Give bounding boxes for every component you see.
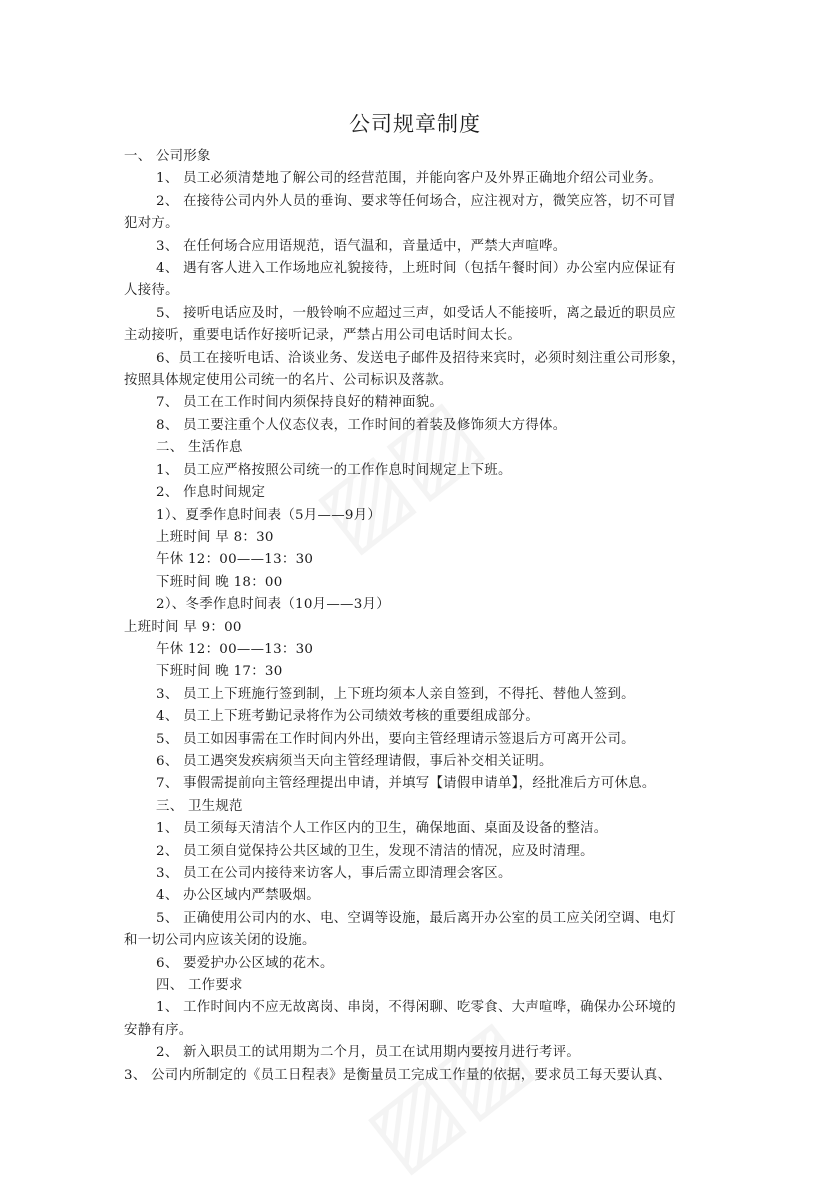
document-line: 人接待。 — [124, 283, 179, 299]
document-title: 公司规章制度 — [349, 112, 481, 136]
document-line: 4、 员工上下班考勤记录将作为公司绩效考核的重要组成部分。 — [156, 709, 540, 725]
document-line: 1）、夏季作息时间表（5月——9月） — [156, 507, 382, 523]
document-line: 四、 工作要求 — [156, 978, 243, 994]
document-line: 2、 作息时间规定 — [156, 485, 266, 501]
document-line: 上班时间 早 9：00 — [124, 619, 242, 635]
document-line: 8、 员工要注重个人仪态仪表，工作时间的着装及修饰须大方得体。 — [156, 417, 567, 433]
document-line: 4、 遇有客人进入工作场地应礼貌接待，上班时间（包括午餐时间）办公室内应保证有 — [156, 261, 676, 277]
document-line: 7、 事假需提前向主管经理提出申请，并填写【请假申请单】，经批准后方可休息。 — [156, 776, 656, 792]
document-line: 2、 在接待公司内外人员的垂询、要求等任何场合，应注视对方，微笑应答，切不可冒 — [156, 193, 676, 209]
document-line: 2）、冬季作息时间表（10月——3月） — [156, 597, 390, 613]
document-line: 3、 在任何场合应用语规范，语气温和，音量适中，严禁大声喧哗。 — [156, 238, 567, 254]
document-line: 1、 员工应严格按照公司统一的工作作息时间规定上下班。 — [156, 462, 512, 478]
document-line: 午休 12：00——13：30 — [156, 552, 314, 568]
document-line: 三、 卫生规范 — [156, 798, 243, 814]
document-line: 安静有序。 — [124, 1022, 193, 1038]
document-line: 3、 员工上下班施行签到制，上下班均须本人亲自签到，不得托、替他人签到。 — [156, 686, 635, 702]
document-line: 6、员工在接听电话、洽谈业务、发送电子邮件及招待来宾时，必须时刻注重公司形象， — [156, 350, 686, 366]
document-line: 2、 新入职员工的试用期为二个月，员工在试用期内要按月进行考评。 — [156, 1045, 581, 1061]
document-line: 5、 接听电话应及时，一般铃响不应超过三声，如受话人不能接听，离之最近的职员应 — [156, 305, 676, 321]
document-line: 1、 工作时间内不应无故离岗、串岗，不得闲聊、吃零食、大声喧哗，确保办公环境的 — [156, 1000, 676, 1016]
document-line: 5、 员工如因事需在工作时间内外出，要向主管经理请示签退后方可离开公司。 — [156, 731, 635, 747]
document-line: 下班时间 晚 18：00 — [156, 574, 283, 590]
document-line: 按照具体规定使用公司统一的名片、公司标识及落款。 — [124, 373, 453, 389]
document-line: 3、 公司内所制定的《员工日程表》是衡量员工完成工作量的依据，要求员工每天要认真、 — [124, 1067, 672, 1083]
document-line: 6、 要爱护办公区域的花木。 — [156, 955, 334, 971]
document-line: 3、 员工在公司内接待来访客人，事后需立即清理会客区。 — [156, 866, 512, 881]
document-line: 2、 员工须自觉保持公共区域的卫生，发现不清洁的情况，应及时清理。 — [156, 843, 594, 859]
document-line: 二、 生活作息 — [156, 440, 243, 456]
document-body — [124, 146, 714, 1087]
document-line: 上班时间 早 8：30 — [156, 529, 274, 545]
document-line: 1、 员工须每天清洁个人工作区内的卫生，确保地面、桌面及设备的整洁。 — [156, 821, 608, 837]
document-line: 4、 办公区域内严禁吸烟。 — [156, 888, 320, 904]
document-line: 5、 正确使用公司内的水、电、空调等设施，最后离开办公室的员工应关闭空调、电灯 — [156, 910, 676, 926]
document-line: 犯对方。 — [124, 216, 179, 232]
document-line: 6、 员工遇突发疾病须当天向主管经理请假，事后补交相关证明。 — [156, 753, 553, 769]
document-line: 1、 员工必须清楚地了解公司的经营范围，并能向客户及外界正确地介绍公司业务。 — [156, 171, 663, 187]
document-line: 下班时间 晚 17：30 — [156, 664, 283, 680]
document-line: 午休 12：00——13：30 — [156, 641, 314, 657]
document-line: 7、 员工在工作时间内须保持良好的精神面貌。 — [156, 395, 444, 411]
document-line: 一、 公司形象 — [124, 149, 211, 164]
document-line: 主动接听，重要电话作好接听记录，严禁占用公司电话时间太长。 — [124, 328, 522, 344]
document-line: 和一切公司内应该关闭的设施。 — [124, 933, 316, 949]
